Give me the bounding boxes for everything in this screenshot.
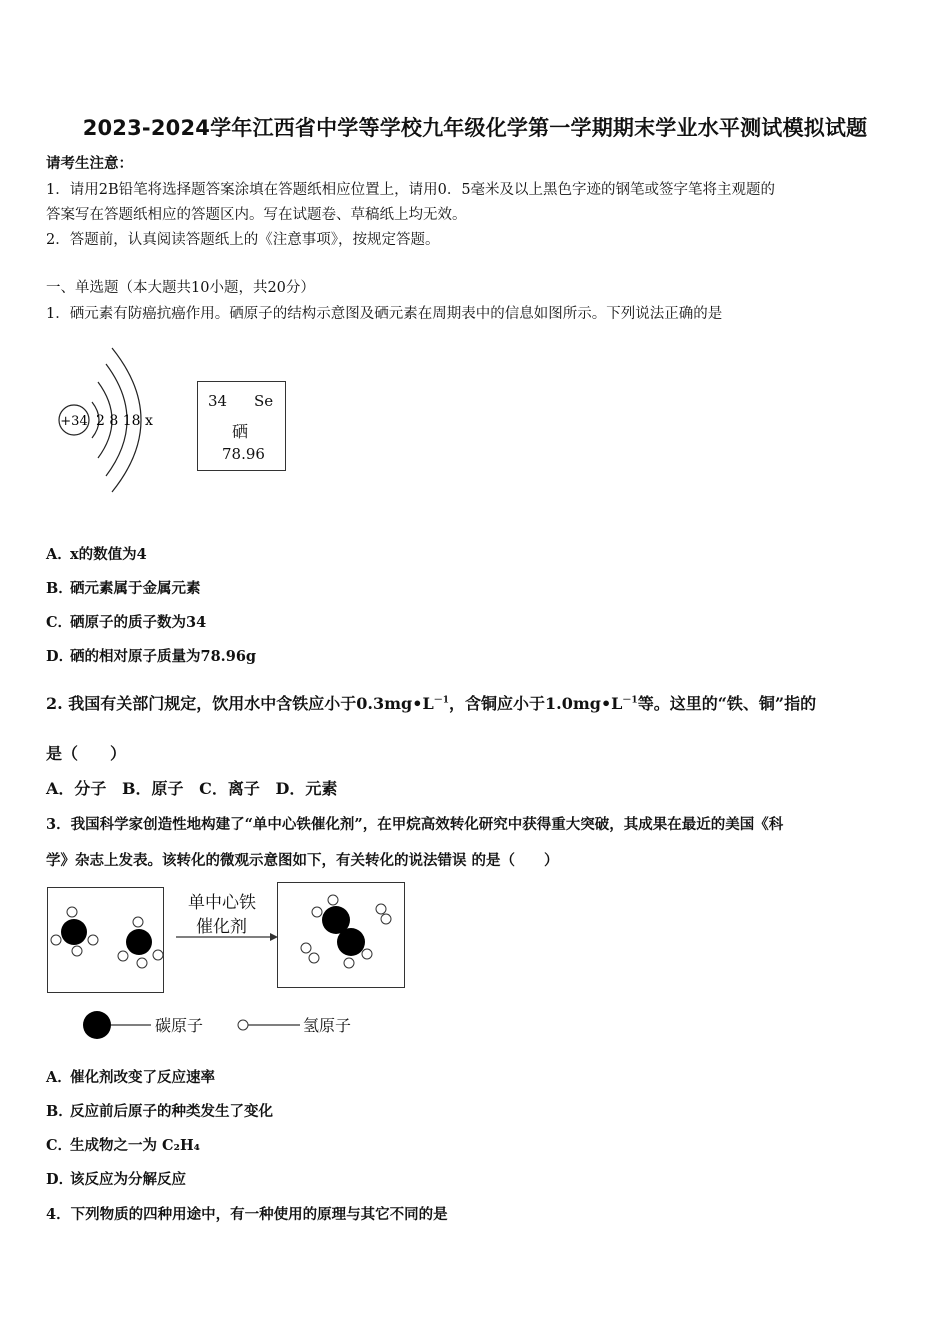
q1-stem: 1．硒元素有防癌抗癌作用。硒原子的结构示意图及硒元素在周期表中的信息如图所示。下列说法正确的是 [46,306,723,322]
hydrogen-atom [153,950,163,960]
q1-option-d[interactable] [46,645,256,666]
shell-electrons: 2 8 18 x [96,413,153,429]
q4-stem: 4．下列物质的四种用途中，有一种使用的原理与其它不同的是 [46,1206,448,1223]
q2-option-a[interactable]: A．分子 [46,779,107,798]
hydrogen-atom [309,953,319,963]
q2-option-c[interactable]: C．离子 [199,779,260,798]
option-text: 反应前后原子的种类发生了变化 [70,1103,273,1120]
legend-carbon-atom [83,1011,111,1039]
option-text: x的数值为4 [70,546,147,563]
option-label: A． [46,1069,72,1086]
q2-stem-line2: 是（ ） [46,744,127,763]
hydrogen-atom [137,958,147,968]
option-label: C． [46,614,73,631]
q3-stem-line1: 3．我国科学家创造性地构建了“单中心铁催化剂”，在甲烷高效转化研究中获得重大突破，其成果在最近的美国《科 [46,816,784,833]
q2-superscript-1: －1 [433,695,449,706]
option-text: 硒原子的质子数为34 [70,614,207,631]
hydrogen-atom [72,946,82,956]
nucleus-charge: +34 [60,414,88,429]
hydrogen-atom [376,904,386,914]
q2-stem-part-c: 等。这里的“铁、铜”指的 [637,694,817,713]
notice-line-2: 2．答题前，认真阅读答题纸上的《注意事项》，按规定答题。 [46,232,440,248]
selenium-atom-diagram [50,340,180,500]
option-text: 生成物之一为 C₂H₄ [70,1137,200,1154]
hydrogen-atom [118,951,128,961]
catalyst-label-2: 催化剂 [196,917,247,937]
option-text: 该反应为分解反应 [70,1171,186,1188]
carbon-atom [337,928,365,956]
option-label: A． [46,546,72,563]
notice-heading: 请考生注意： [46,155,133,172]
hydrogen-atom [312,907,322,917]
option-label: B． [46,580,73,597]
hydrogen-atom [362,949,372,959]
q3-stem-line2: 学》杂志上发表。该转化的微观示意图如下，有关转化的说法错误 的是（ ） [46,852,559,869]
q3-option-d[interactable] [46,1168,186,1189]
option-label: D． [46,648,74,665]
q2-superscript-2: －1 [622,695,638,706]
q2-stem-line1 [46,691,816,714]
q3-option-c[interactable] [46,1134,200,1155]
hydrogen-atom [133,917,143,927]
q1-option-c[interactable] [46,611,206,632]
hydrogen-atom [328,895,338,905]
option-label: D． [46,1171,74,1188]
legend-hydrogen-label: 氢原子 [303,1016,352,1035]
hydrogen-atom [51,935,61,945]
q3-option-a[interactable] [46,1066,215,1087]
option-text: 催化剂改变了反应速率 [70,1069,215,1086]
option-text: 硒元素属于金属元素 [70,580,201,597]
q2-stem-part-a: 2. 我国有关部门规定，饮用水中含铁应小于0.3mg•L [46,694,434,713]
q1-option-a[interactable] [46,543,147,564]
hydrogen-atom [88,935,98,945]
catalyst-label-1: 单中心铁 [188,893,256,913]
carbon-atom [61,919,87,945]
option-text: 硒的相对原子质量为78.96g [70,648,257,665]
q2-option-d[interactable]: D．元素 [275,779,338,798]
q3-option-b[interactable] [46,1100,273,1121]
hydrogen-atom [67,907,77,917]
q2-stem-part-b: ，含铜应小于1.0mg•L [448,694,623,713]
notice-line-1a: 1．请用2B铅笔将选择题答案涂填在答题纸相应位置上，请用0．5毫米及以上黑色字迹的钢笔或签字笔将主观题的 [46,182,776,198]
option-label: C． [46,1137,73,1154]
reaction-diagram [0,880,420,1040]
hydrogen-atom [301,943,311,953]
legend-hydrogen-atom [238,1020,248,1030]
carbon-atom [126,929,152,955]
reaction-arrow-head [270,933,278,941]
atomic-number: 34 [208,392,228,410]
option-label: B． [46,1103,73,1120]
q2-option-b[interactable]: B．原子 [122,779,184,798]
periodic-cell [197,381,286,471]
notice-line-1b: 答案写在答题纸相应的答题区内。写在试题卷、草稿纸上均无效。 [46,207,467,223]
hydrogen-atom [344,958,354,968]
hydrogen-atom [381,914,391,924]
page-title: 2023-2024学年江西省中学等学校九年级化学第一学期期末学业水平测试模拟试题 [82,116,868,140]
element-symbol: Se [254,392,274,410]
section-heading: 一、单选题（本大题共10小题，共20分） [46,280,315,296]
q1-option-b[interactable] [46,577,201,598]
element-name: 硒 [232,422,249,441]
legend-carbon-label: 碳原子 [155,1016,204,1035]
q2-options [46,776,347,799]
atomic-mass: 78.96 [222,445,265,463]
